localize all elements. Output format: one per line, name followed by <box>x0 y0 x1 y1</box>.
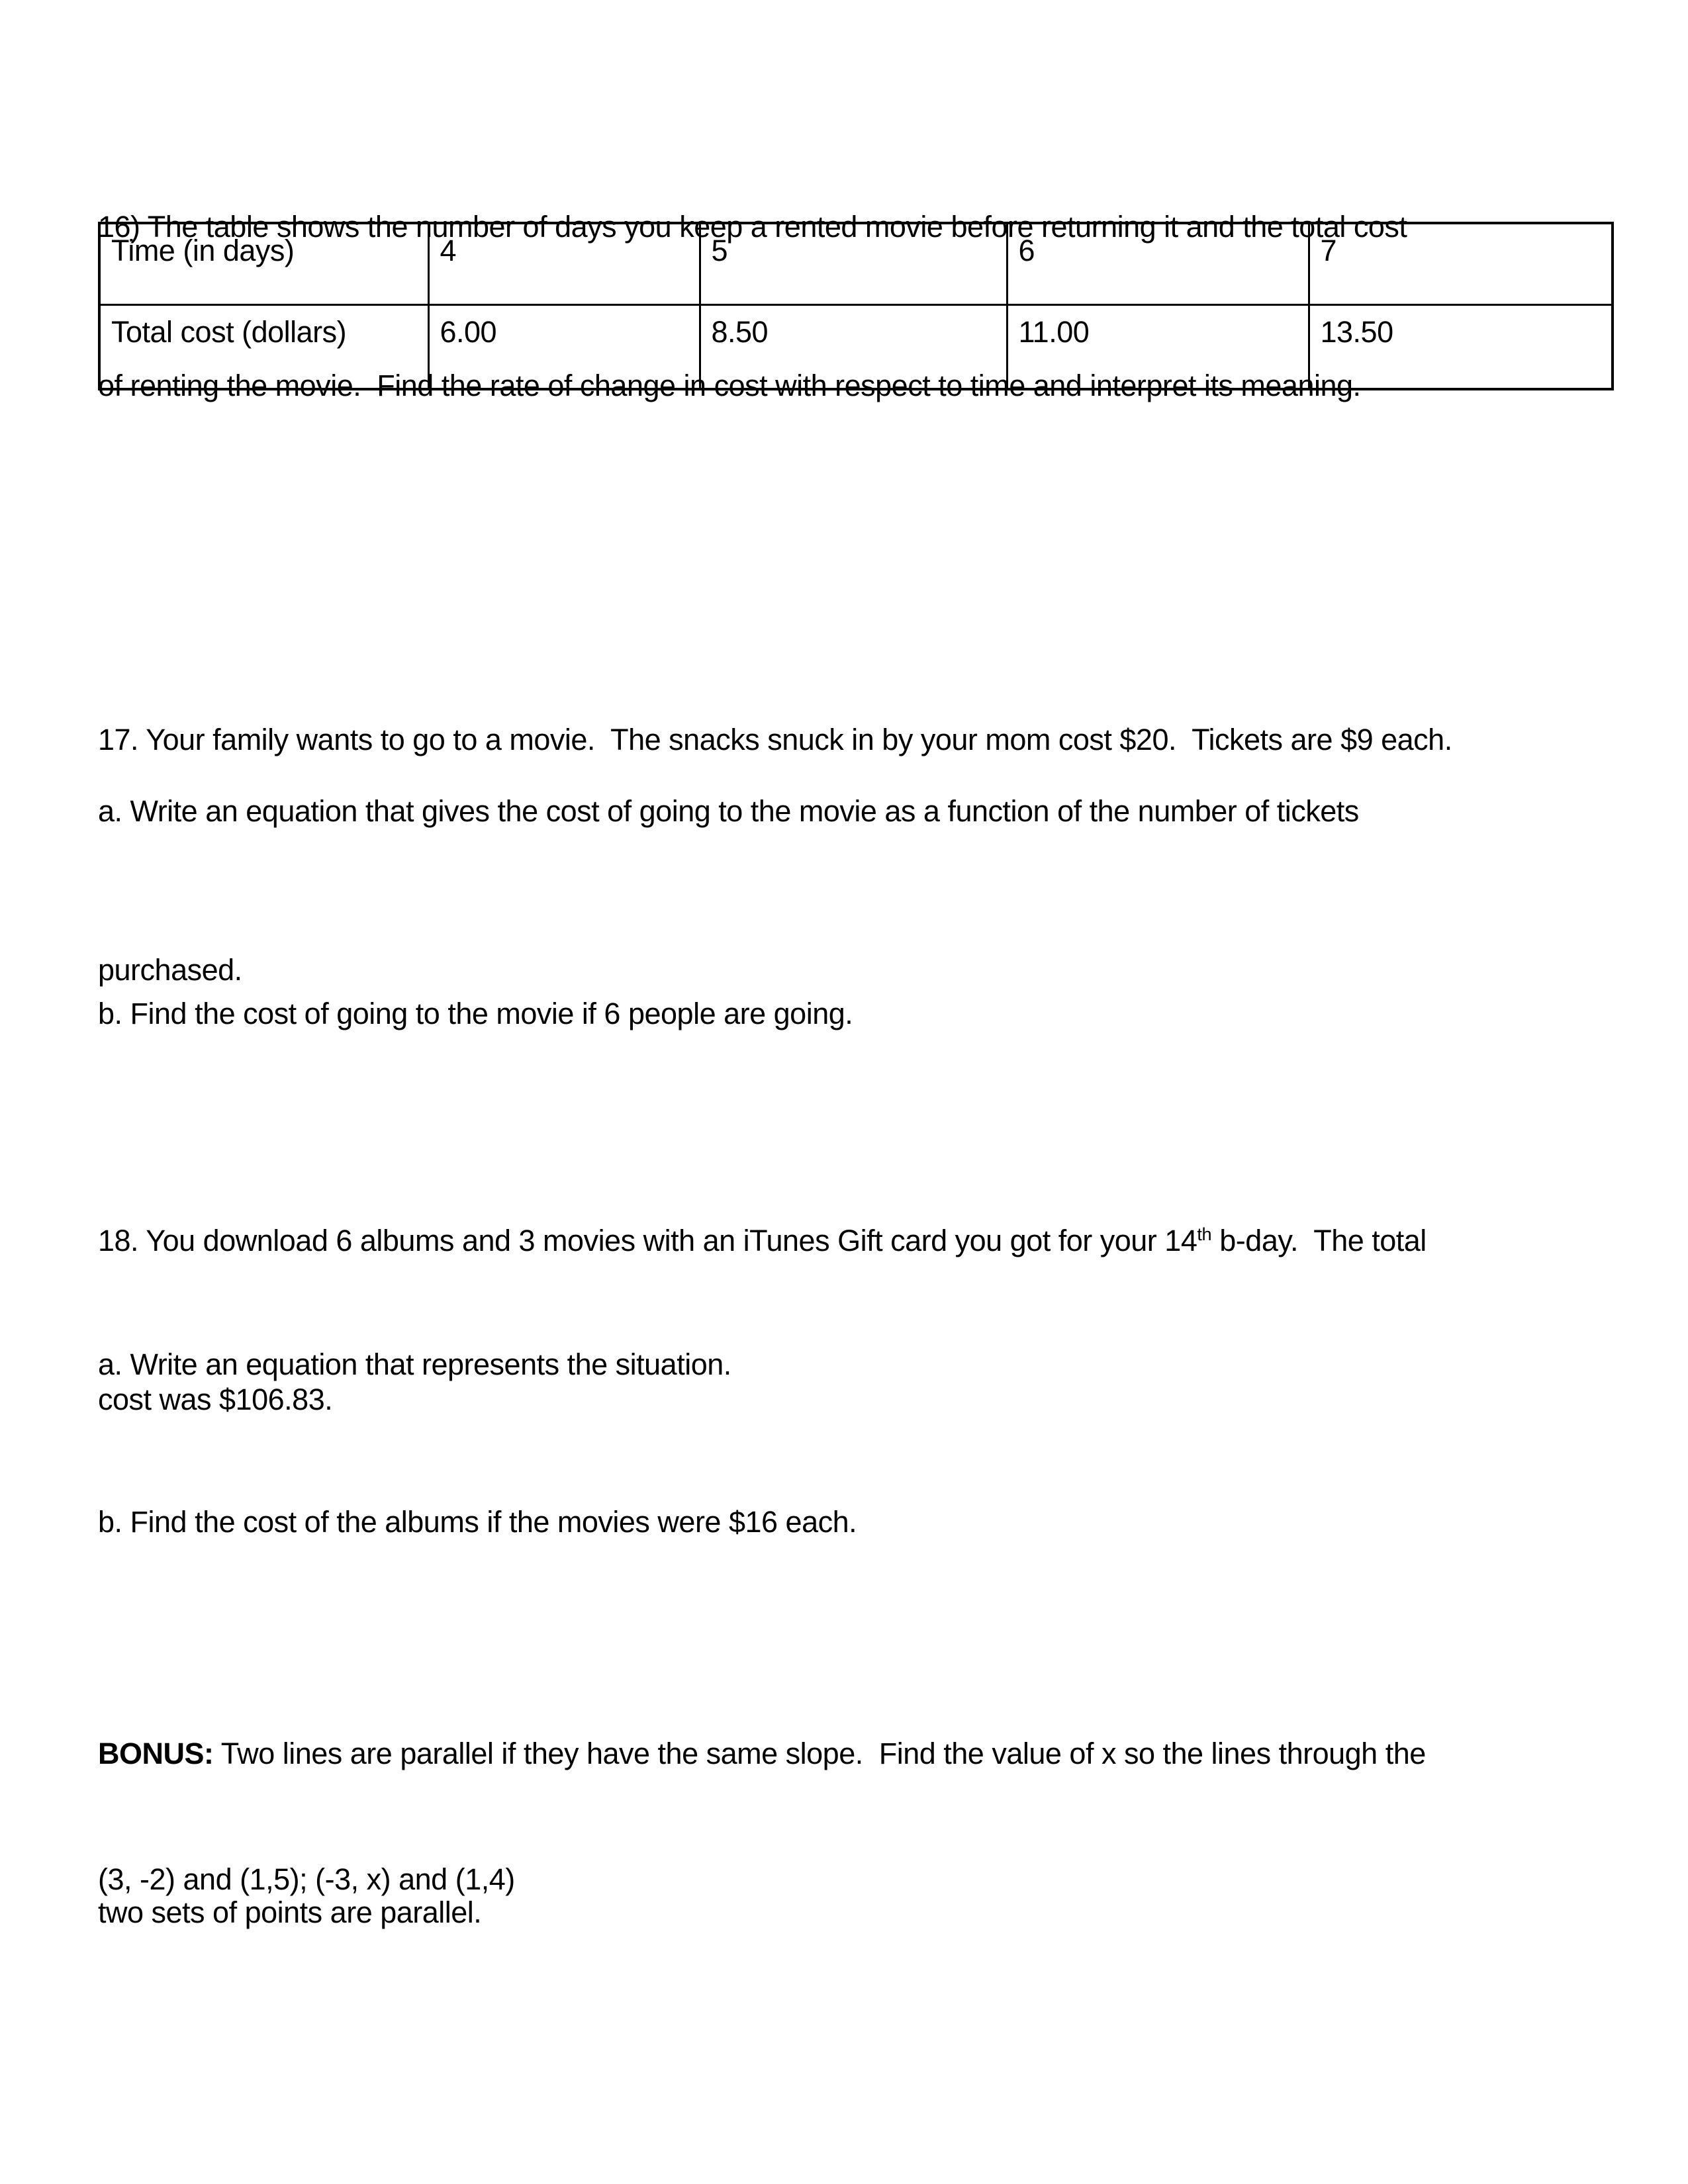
table-cell-time-3: 6 <box>1007 223 1309 305</box>
question-17-intro: 17. Your family wants to go to a movie. The snacks snuck in by your mom cost $20. Tickets are $9 each. <box>98 723 1452 756</box>
bonus-points <box>98 1747 515 2012</box>
bonus-line-2: two sets of points are parallel. <box>98 1895 482 1929</box>
table-cell-cost-3: 11.00 <box>1007 305 1309 390</box>
rental-cost-table <box>98 222 1614 390</box>
table-row-time <box>99 223 1613 305</box>
question-17-part-b-line: b. Find the cost of going to the movie if 6 people are going. <box>98 997 853 1030</box>
bonus-points-line: (3, -2) and (1,5); (-3, x) and (1,4) <box>98 1862 515 1896</box>
ordinal-superscript: th <box>1197 1224 1212 1244</box>
table-row-cost-label: Total cost (dollars) <box>99 305 428 390</box>
question-18-part-a-line: a. Write an equation that represents the situation. <box>98 1347 731 1381</box>
table-row-time-label: Time (in days) <box>99 223 428 305</box>
table-cell-cost-4: 13.50 <box>1309 305 1613 390</box>
question-18-part-b <box>98 1390 857 1655</box>
question-18-part-b-line: b. Find the cost of the albums if the movies were $16 each. <box>98 1505 857 1539</box>
question-16-line-2: of renting the movie. Find the rate of change in cost with respect to time and interpret its meaning. <box>98 369 1361 402</box>
bonus-label: BONUS: <box>98 1737 214 1770</box>
question-18-line-2: cost was $106.83. <box>98 1383 333 1416</box>
table-cell-cost-1: 6.00 <box>428 305 700 390</box>
question-17-part-b <box>98 882 853 1146</box>
table-cell-time-4: 7 <box>1309 223 1613 305</box>
table-cell-time-2: 5 <box>700 223 1007 305</box>
table-row-cost <box>99 305 1613 390</box>
question-18-line-1-text: 18. You download 6 albums and 3 movies with an iTunes Gift card you got for your 14 <box>98 1224 1197 1257</box>
table-cell-cost-2: 8.50 <box>700 305 1007 390</box>
question-16-line-1: 16) The table shows the number of days you keep a rented movie before returning it and the total cost <box>98 210 1407 244</box>
table-cell-time-1: 4 <box>428 223 700 305</box>
bonus-line-1-text: Two lines are parallel if they have the same slope. Find the value of x so the lines through the <box>213 1737 1426 1770</box>
question-17-part-a-line-2: purchased. <box>98 953 242 987</box>
question-17-part-a-line-1: a. Write an equation that gives the cost of going to the movie as a function of the number of tickets <box>98 794 1359 828</box>
question-18-line-1-tail: b-day. The total <box>1211 1224 1427 1257</box>
